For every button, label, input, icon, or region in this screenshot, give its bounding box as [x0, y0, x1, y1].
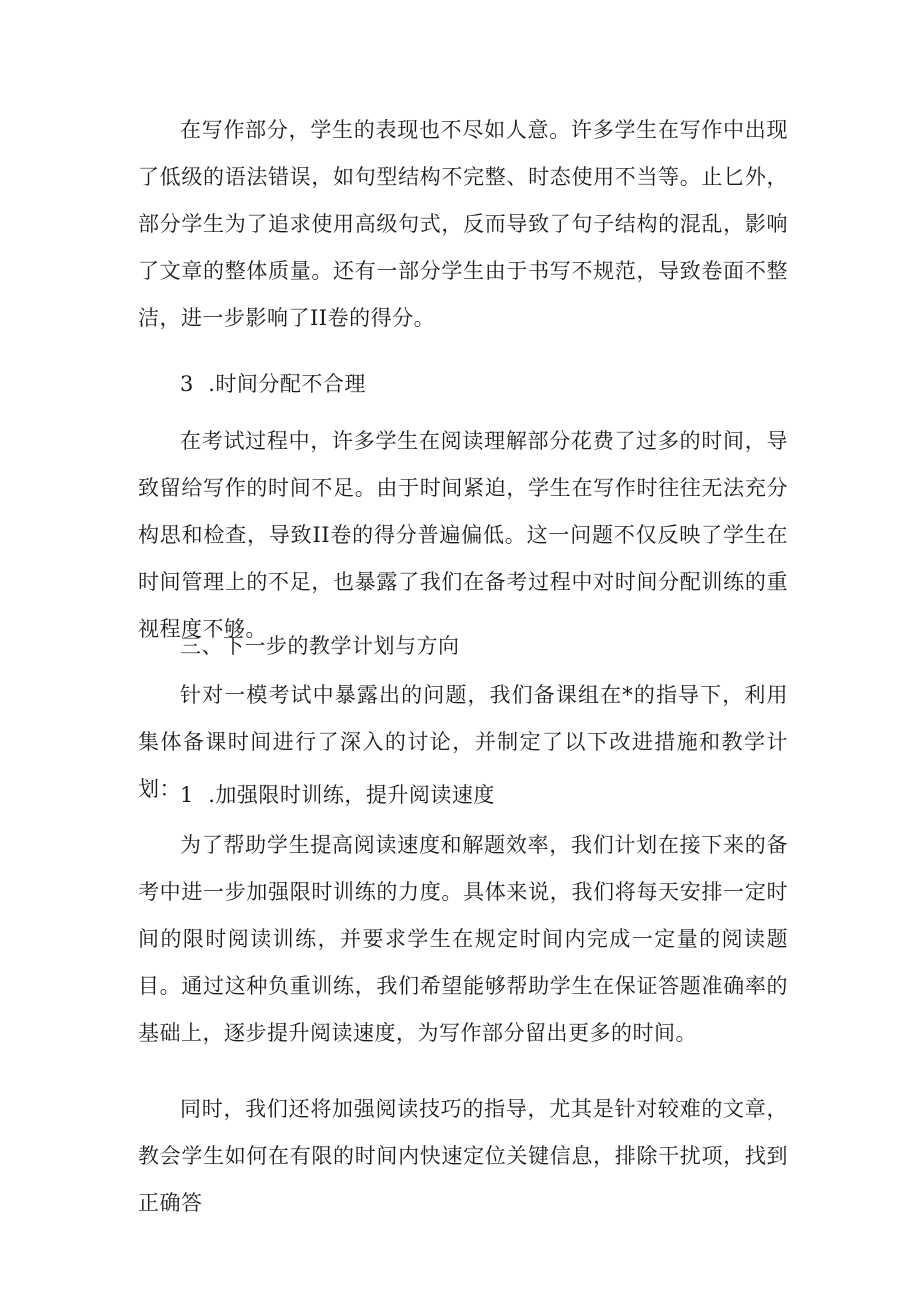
heading-timed-training: 1 .加强限时训练，提升阅读速度: [180, 783, 495, 807]
heading-time-allocation: 3 .时间分配不合理: [180, 372, 366, 396]
paragraph-timed-training: 为了帮助学生提高阅读速度和解题效率，我们计划在接下来的备考中进一步加强限时训练的力度。具体来说，我们将每天安排一定时间的限时阅读训练，并要求学生在规定时间内完成一定量的阅读题目。通过这种负重训练，我们希望能够帮助学生在保证答题准确率的基础上，逐步提升阅读速度，为写作部分留出更多的时间。: [138, 833, 788, 1045]
paragraph-time-allocation: 在考试过程中，许多学生在阅读理解部分花费了过多的时间，导致留给写作的时间不足。由于时间紧迫，学生在写作时往往无法充分构思和检查，导致II卷的得分普遍偏低。这一问题不仅反映了学生在时间管理上的不足，也暴露了我们在备考过程中对时间分配训练的重视程度不够。: [138, 429, 788, 641]
section-three-title: 三、下一步的教学计划与方向: [180, 634, 460, 658]
paragraph-plan-intro: 针对一模考试中暴露出的问题，我们备课组在*的指导下，利用集体备课时间进行了深入的讨论，并制定了以下改进措施和教学计划：: [138, 683, 788, 801]
paragraph-writing: 在写作部分，学生的表现也不尽如人意。许多学生在写作中出现了低级的语法错误，如句型结构不完整、时态使用不当等。止匕外，部分学生为了追求使用高级句式，反而导致了句子结构的混乱，影响了文章的整体质量。还有一部分学生由于书写不规范，导致卷面不整洁，进一步影响了II卷的得分。: [138, 118, 788, 330]
paragraph-reading-skills: 同时，我们还将加强阅读技巧的指导，尤其是针对较难的文章，教会学生如何在有限的时间内快速定位关键信息，排除干扰项，找到正确答: [138, 1097, 788, 1215]
